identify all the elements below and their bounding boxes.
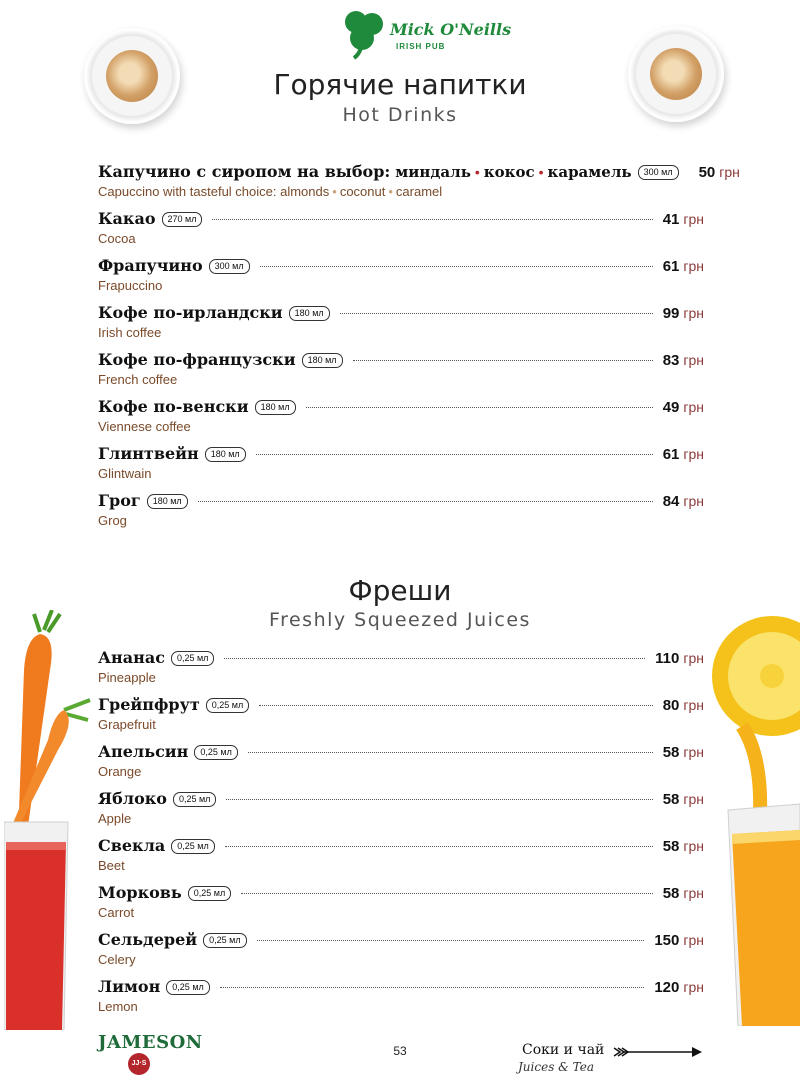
menu-item xyxy=(98,162,740,209)
dot-leader xyxy=(260,266,653,267)
item-english-name: Grog xyxy=(98,513,127,528)
currency: грн xyxy=(683,399,704,415)
menu-item xyxy=(98,789,704,836)
item-name: Фрапучино xyxy=(98,256,203,275)
volume-badge: 0,25 мл xyxy=(188,886,231,901)
item-english-name: Cocoa xyxy=(98,231,136,246)
item-name: Апельсин xyxy=(98,742,189,761)
item-price: 49 xyxy=(662,399,680,416)
item-name: Грог xyxy=(98,491,141,510)
item-name: Яблоко xyxy=(98,789,167,808)
item-price: 61 xyxy=(662,258,680,275)
logo-subtitle: IRISH PUB xyxy=(396,42,446,51)
bullet-separator: • xyxy=(538,164,544,180)
currency: грн xyxy=(683,744,704,760)
volume-badge: 0,25 мл xyxy=(173,792,216,807)
item-english-name: Irish coffee xyxy=(98,325,162,340)
item-english-name: Grapefruit xyxy=(98,717,156,732)
dot-leader xyxy=(353,360,653,361)
item-price: 58 xyxy=(662,838,680,855)
menu-item xyxy=(98,695,704,742)
item-name: Глинтвейн xyxy=(98,444,199,463)
choice-option: карамель xyxy=(547,163,632,181)
dot-leader xyxy=(226,799,652,800)
arrow-right-icon[interactable] xyxy=(612,1044,704,1060)
bullet-separator: • xyxy=(474,164,480,180)
item-english-name: Frapuccino xyxy=(98,278,163,293)
dot-leader xyxy=(241,893,652,894)
menu-item xyxy=(98,930,704,977)
menu-item xyxy=(98,209,704,256)
item-name: Кофе по-венски xyxy=(98,397,249,416)
item-name: Грейпфрут xyxy=(98,695,200,714)
juices-list xyxy=(98,648,704,1024)
volume-badge: 0,25 мл xyxy=(194,745,237,760)
item-english-name: Viennese coffee xyxy=(98,419,191,434)
item-english-name: Orange xyxy=(98,764,142,779)
next-section-link-en[interactable]: Juices & Tea xyxy=(518,1060,594,1074)
next-section-link[interactable]: Соки и чай xyxy=(522,1042,605,1058)
hot-drinks-subtitle: Hot Drinks xyxy=(342,104,458,126)
item-name: Кофе по-французски xyxy=(98,350,296,369)
hot-drinks-title: Горячие напитки xyxy=(273,68,527,101)
item-price: 58 xyxy=(662,885,680,902)
item-price: 110 xyxy=(655,650,680,667)
currency: грн xyxy=(683,493,704,509)
currency: грн xyxy=(683,211,704,227)
menu-item xyxy=(98,350,704,397)
volume-badge: 0,25 мл xyxy=(206,698,249,713)
item-name: Лимон xyxy=(98,977,161,996)
jameson-seal-icon: JJ·S xyxy=(128,1053,150,1075)
currency: грн xyxy=(683,979,704,995)
item-english-name: Pineapple xyxy=(98,670,156,685)
pineapple-juice-image xyxy=(712,596,800,1026)
item-name: Кофе по-ирландски xyxy=(98,303,283,322)
item-price: 58 xyxy=(662,744,680,761)
item-english-name: French coffee xyxy=(98,372,178,387)
item-price: 61 xyxy=(662,446,680,463)
volume-badge: 0,25 мл xyxy=(171,839,214,854)
item-price: 120 xyxy=(654,979,680,996)
item-price: 83 xyxy=(662,352,680,369)
menu-item xyxy=(98,444,704,491)
dot-leader xyxy=(224,658,645,659)
menu-item xyxy=(98,491,704,538)
menu-item xyxy=(98,256,704,303)
dot-leader xyxy=(212,219,652,220)
menu-item xyxy=(98,397,704,444)
volume-badge: 180 мл xyxy=(205,447,246,462)
currency: грн xyxy=(683,791,704,807)
item-name: Капучино с сиропом на выбор: xyxy=(98,162,391,181)
item-name: Морковь xyxy=(98,883,182,902)
volume-badge: 180 мл xyxy=(255,400,296,415)
currency: грн xyxy=(683,258,704,274)
menu-item xyxy=(98,303,704,350)
currency: грн xyxy=(683,305,704,321)
dot-leader xyxy=(225,846,653,847)
currency: грн xyxy=(683,885,704,901)
item-english-name: Glintwain xyxy=(98,466,152,481)
currency: грн xyxy=(683,352,704,368)
item-price: 99 xyxy=(662,305,680,322)
volume-badge: 0,25 мл xyxy=(166,980,209,995)
item-price: 50 xyxy=(698,164,716,181)
item-name: Свекла xyxy=(98,836,166,855)
dot-leader xyxy=(220,987,645,988)
item-price: 150 xyxy=(654,932,680,949)
currency: грн xyxy=(719,164,740,180)
dot-leader xyxy=(340,313,653,314)
item-english-name: Celery xyxy=(98,952,136,967)
dot-leader xyxy=(256,454,653,455)
item-price: 80 xyxy=(662,697,680,714)
menu-item xyxy=(98,836,704,883)
currency: грн xyxy=(683,932,704,948)
dot-leader xyxy=(259,705,652,706)
currency: грн xyxy=(683,838,704,854)
item-english-name: Beet xyxy=(98,858,125,873)
volume-badge: 300 мл xyxy=(209,259,250,274)
item-english-name: Apple xyxy=(98,811,132,826)
item-english-name: Capuccino with tasteful choice: almonds • coconut • caramel xyxy=(98,184,443,199)
carrot-juice-image xyxy=(4,610,94,1030)
volume-badge: 0,25 мл xyxy=(171,651,214,666)
dot-leader xyxy=(306,407,653,408)
item-english-name: Lemon xyxy=(98,999,138,1014)
volume-badge: 270 мл xyxy=(162,212,203,227)
dot-leader xyxy=(248,752,653,753)
menu-item xyxy=(98,977,704,1024)
menu-item xyxy=(98,883,704,930)
hot-drinks-list xyxy=(98,162,740,538)
currency: грн xyxy=(683,446,704,462)
dot-leader xyxy=(257,940,645,941)
page-number: 53 xyxy=(393,1044,407,1058)
item-price: 58 xyxy=(662,791,680,808)
currency: грн xyxy=(683,697,704,713)
item-price: 84 xyxy=(662,493,680,510)
currency: грн xyxy=(683,650,704,666)
item-name: Ананас xyxy=(98,648,165,667)
volume-badge: 180 мл xyxy=(302,353,343,368)
volume-badge: 0,25 мл xyxy=(203,933,246,948)
shamrock-icon xyxy=(334,8,394,60)
item-price: 41 xyxy=(662,211,680,228)
pub-logo xyxy=(334,8,512,60)
item-name: Сельдерей xyxy=(98,930,198,949)
choice-option: кокос xyxy=(483,163,535,181)
dot-leader xyxy=(198,501,653,502)
menu-item xyxy=(98,648,704,695)
volume-badge: 180 мл xyxy=(147,494,188,509)
volume-badge: 300 мл xyxy=(638,165,679,180)
item-english-name: Carrot xyxy=(98,905,135,920)
menu-item xyxy=(98,742,704,789)
juices-title: Фреши xyxy=(348,574,452,607)
item-name: Какао xyxy=(98,209,156,228)
logo-name: Mick O'Neills xyxy=(390,20,512,39)
choice-option: миндаль xyxy=(395,163,471,181)
jameson-logo: JAMESON xyxy=(98,1032,203,1053)
volume-badge: 180 мл xyxy=(289,306,330,321)
juices-subtitle: Freshly Squeezed Juices xyxy=(269,609,531,631)
